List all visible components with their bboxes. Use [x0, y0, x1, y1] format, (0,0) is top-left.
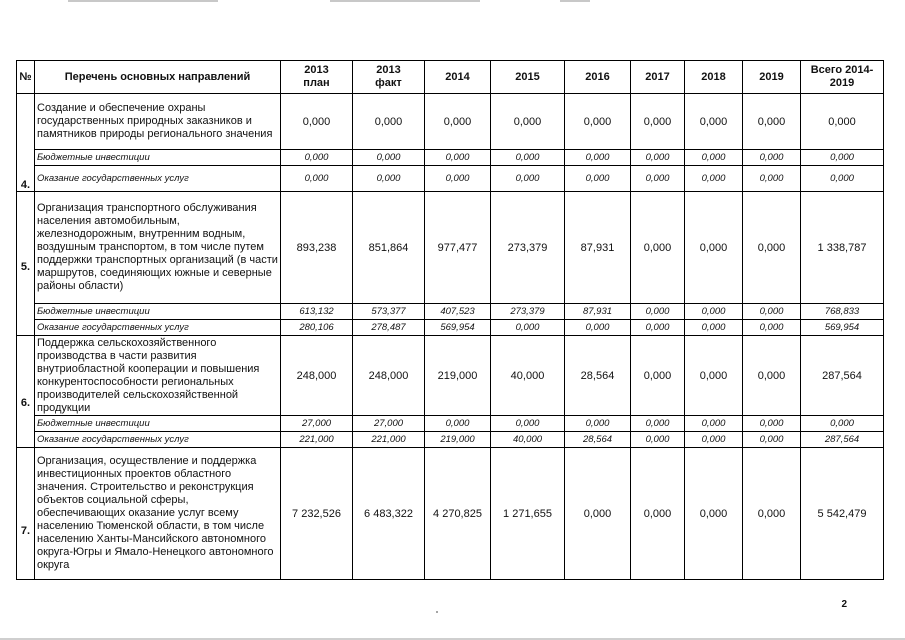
row-value: 851,864 [353, 192, 425, 304]
subrow-value: 613,132 [281, 304, 353, 320]
row-value: 0,000 [631, 336, 685, 416]
scan-artifact [330, 0, 480, 2]
subrow-value: 0,000 [685, 166, 743, 192]
header-2019: 2019 [743, 61, 801, 94]
row-value: 0,000 [425, 94, 491, 150]
subrow-value: 287,564 [801, 432, 884, 448]
subrow-value: 0,000 [565, 166, 631, 192]
subrow-value: 0,000 [631, 416, 685, 432]
row-value: 40,000 [491, 336, 565, 416]
row-index: 4. [17, 94, 35, 192]
row-name: Организация, осуществление и поддержка инвестиционных проектов областного значения. Строительство и реконструкция объектов социальной сферы, обеспечивающих оказание услуг всему населению Тюменской области, в том числе населению Ханты-Мансийского автономного округа-Югры и Ямало-Ненецкого автономного округа [35, 448, 281, 580]
row-value: 0,000 [281, 94, 353, 150]
row-value: 0,000 [743, 192, 801, 304]
subrow [17, 150, 884, 166]
subrow-value: 0,000 [353, 150, 425, 166]
subrow-value: 0,000 [743, 150, 801, 166]
subrow [17, 304, 884, 320]
subrow-name: Бюджетные инвестиции [35, 416, 281, 432]
row-index: 7. [17, 448, 35, 580]
subrow [17, 320, 884, 336]
subrow-value: 0,000 [801, 416, 884, 432]
subrow-value: 569,954 [801, 320, 884, 336]
subrow-value: 0,000 [491, 320, 565, 336]
row-value: 0,000 [685, 448, 743, 580]
table-row [17, 94, 884, 150]
subrow-name: Оказание государственных услуг [35, 432, 281, 448]
subrow-value: 0,000 [743, 416, 801, 432]
subrow-value: 0,000 [685, 150, 743, 166]
subrow-value: 278,487 [353, 320, 425, 336]
row-value: 0,000 [631, 448, 685, 580]
subrow-value: 280,106 [281, 320, 353, 336]
header-name: Перечень основных направлений [35, 61, 281, 94]
row-value: 5 542,479 [801, 448, 884, 580]
row-value: 273,379 [491, 192, 565, 304]
row-value: 0,000 [353, 94, 425, 150]
subrow-value: 0,000 [743, 304, 801, 320]
subrow-value: 219,000 [425, 432, 491, 448]
row-value: 0,000 [685, 94, 743, 150]
subrow-value: 0,000 [491, 166, 565, 192]
subrow-name: Бюджетные инвестиции [35, 150, 281, 166]
subrow-value: 27,000 [281, 416, 353, 432]
subrow-value: 0,000 [685, 432, 743, 448]
row-value: 0,000 [743, 448, 801, 580]
row-value: 248,000 [281, 336, 353, 416]
subrow-value: 768,833 [801, 304, 884, 320]
row-value: 0,000 [631, 192, 685, 304]
subrow-name: Оказание государственных услуг [35, 320, 281, 336]
row-value: 0,000 [491, 94, 565, 150]
subrow-value: 0,000 [425, 416, 491, 432]
subrow-value: 0,000 [801, 150, 884, 166]
subrow-value: 0,000 [565, 320, 631, 336]
scan-dot [436, 611, 438, 613]
subrow-value: 40,000 [491, 432, 565, 448]
subrow-value: 0,000 [281, 166, 353, 192]
row-value: 0,000 [801, 94, 884, 150]
subrow-value: 0,000 [743, 432, 801, 448]
table-row [17, 192, 884, 304]
subrow-value: 407,523 [425, 304, 491, 320]
header-2014: 2014 [425, 61, 491, 94]
subrow-value: 0,000 [631, 320, 685, 336]
header-2016: 2016 [565, 61, 631, 94]
investment-table [16, 60, 884, 580]
row-value: 0,000 [685, 336, 743, 416]
row-name: Организация транспортного обслуживания населения автомобильным, железнодорожным, внутренним водным, воздушным транспортом, в том числе путем поддержки транспортных организаций (в части маршрутов, соединяющих южные и северные районы области) [35, 192, 281, 304]
row-value: 0,000 [631, 94, 685, 150]
row-name: Создание и обеспечение охраны государственных природных заказников и памятников природы регионального значения [35, 94, 281, 150]
subrow-value: 0,000 [801, 166, 884, 192]
header-num: № [17, 61, 35, 94]
row-value: 219,000 [425, 336, 491, 416]
row-value: 248,000 [353, 336, 425, 416]
subrow-value: 0,000 [631, 150, 685, 166]
subrow-value: 0,000 [743, 320, 801, 336]
scan-artifact [68, 0, 218, 2]
row-value: 0,000 [685, 192, 743, 304]
row-value: 893,238 [281, 192, 353, 304]
subrow-value: 0,000 [743, 166, 801, 192]
subrow-value: 0,000 [353, 166, 425, 192]
row-value: 287,564 [801, 336, 884, 416]
row-value: 87,931 [565, 192, 631, 304]
subrow-value: 0,000 [425, 166, 491, 192]
row-value: 6 483,322 [353, 448, 425, 580]
table-row [17, 448, 884, 580]
subrow-name: Оказание государственных услуг [35, 166, 281, 192]
subrow-value: 0,000 [491, 416, 565, 432]
row-value: 0,000 [743, 94, 801, 150]
subrow-value: 0,000 [685, 304, 743, 320]
row-value: 1 338,787 [801, 192, 884, 304]
header-total: Всего 2014- 2019 [801, 61, 884, 94]
table-row [17, 336, 884, 416]
subrow-value: 87,931 [565, 304, 631, 320]
row-value: 977,477 [425, 192, 491, 304]
scan-artifact [560, 0, 590, 2]
subrow [17, 416, 884, 432]
subrow-value: 0,000 [281, 150, 353, 166]
subrow-value: 0,000 [565, 150, 631, 166]
subrow-value: 27,000 [353, 416, 425, 432]
row-value: 4 270,825 [425, 448, 491, 580]
subrow-value: 0,000 [631, 304, 685, 320]
subrow-value: 0,000 [565, 416, 631, 432]
row-index: 6. [17, 336, 35, 448]
row-name: Поддержка сельскохозяйственного производства в части развития внутриобластной кооперации и повышения конкурентоспособности региональных производителей сельскохозяйственной продукции [35, 336, 281, 416]
header-2013-fact: 2013 факт [353, 61, 425, 94]
header-2015: 2015 [491, 61, 565, 94]
row-value: 0,000 [565, 94, 631, 150]
subrow-value: 0,000 [685, 320, 743, 336]
subrow [17, 432, 884, 448]
row-value: 0,000 [565, 448, 631, 580]
page-number: 2 [841, 599, 847, 610]
header-2017: 2017 [631, 61, 685, 94]
subrow-value: 0,000 [631, 166, 685, 192]
subrow-value: 273,379 [491, 304, 565, 320]
subrow-name: Бюджетные инвестиции [35, 304, 281, 320]
subrow-value: 573,377 [353, 304, 425, 320]
subrow-value: 221,000 [281, 432, 353, 448]
subrow-value: 221,000 [353, 432, 425, 448]
header-2018: 2018 [685, 61, 743, 94]
header-2013-plan: 2013 план [281, 61, 353, 94]
subrow-value: 569,954 [425, 320, 491, 336]
row-value: 0,000 [743, 336, 801, 416]
table-header-row [17, 61, 884, 94]
row-value: 7 232,526 [281, 448, 353, 580]
subrow-value: 28,564 [565, 432, 631, 448]
row-value: 28,564 [565, 336, 631, 416]
subrow-value: 0,000 [425, 150, 491, 166]
subrow-value: 0,000 [631, 432, 685, 448]
subrow-value: 0,000 [685, 416, 743, 432]
subrow [17, 166, 884, 192]
row-value: 1 271,655 [491, 448, 565, 580]
row-index: 5. [17, 192, 35, 336]
subrow-value: 0,000 [491, 150, 565, 166]
